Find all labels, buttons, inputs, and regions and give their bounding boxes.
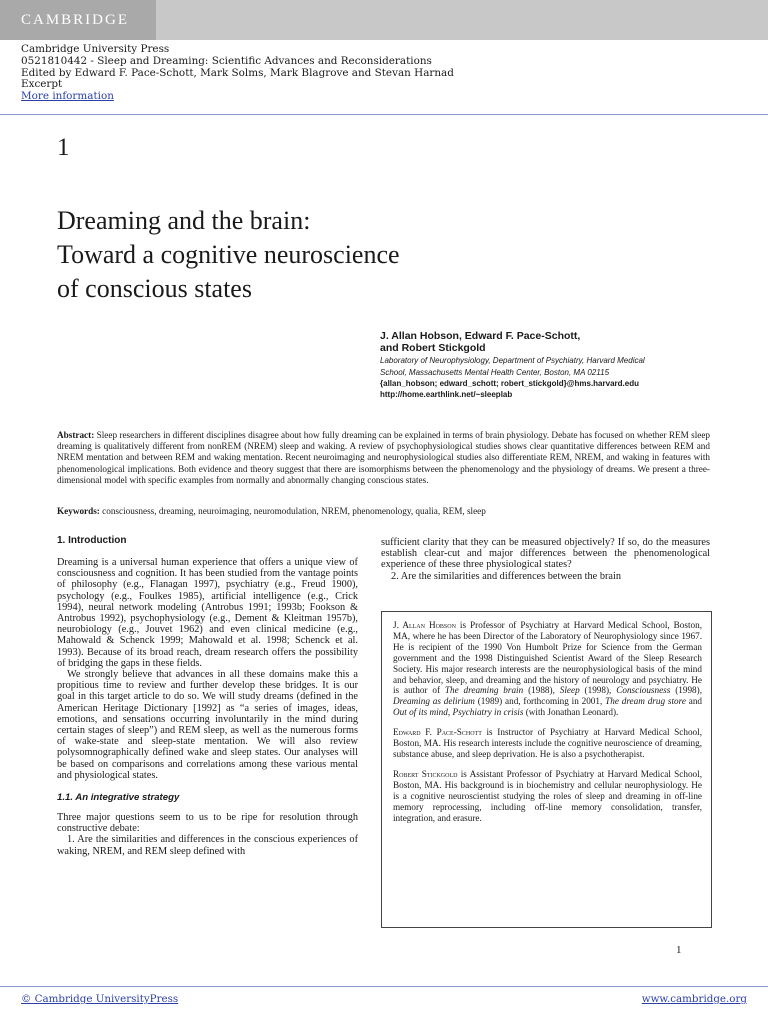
cambridge-logo[interactable]: CAMBRIDGE <box>0 0 156 40</box>
book-title: The dreaming brain <box>444 685 524 696</box>
author-bio-box <box>381 611 712 928</box>
book-title: Consciousness <box>616 685 671 696</box>
question-paragraph: 1. Are the similarities and differences in the conscious experiences of waking, NREM, and REM sleep defined with <box>57 834 358 857</box>
chapter-title <box>57 204 400 306</box>
more-information-link[interactable]: More information <box>21 90 114 103</box>
bio-name: J. Allan Hobson <box>393 620 456 630</box>
keywords-label: Keywords: <box>57 506 100 516</box>
author-url: http://home.earthlink.net/~sleeplab <box>380 390 513 399</box>
bio-hobson: J. Allan Hobson is Professor of Psychiatry at Harvard Medical School, Boston, MA, where he has been Director of the Laboratory of Neurophysiology since 1967. He is recipient of the 1990 Von Humbolt Prize for Science from the German government and the 1998 Distinguished Scientist Award of the Sleep Research Society. His major research interests are the neurophysiological basis of the mind and behavior, sleep, and dreaming and the history of neurology and psychiatry. He is author of The dreaming brain (1988), Sleep (1998), Consciousness (1998), Dreaming as delirium (1989) and, forthcoming in 2001, The dream drug store and Out of its mind, Psychiatry in crisis (with Jonathan Leonard). <box>393 620 703 718</box>
page-number: 1 <box>676 944 682 956</box>
book-title: Sleep <box>559 685 580 696</box>
top-banner <box>0 0 768 40</box>
abstract-label: Abstract: <box>57 430 95 440</box>
body-paragraph: sufficient clarity that they can be measured objectively? If so, do the measures establish clear-cut and major differences between the phenomenological experience of these three physiological states? <box>381 537 710 571</box>
author-affiliation: School, Massachusetts Mental Health Center, Boston, MA 02115 <box>380 368 610 377</box>
left-column <box>57 535 358 857</box>
book-header <box>21 44 454 103</box>
title-line: Toward a cognitive neuroscience <box>57 240 400 269</box>
book-title: The dream drug store <box>605 696 686 707</box>
footer-rule <box>0 986 768 987</box>
keywords <box>57 506 710 517</box>
isbn-title-line: 0521810442 - Sleep and Dreaming: Scientific Advances and Reconsiderations <box>21 54 432 67</box>
intro-paragraph: We strongly believe that advances in all these domains make this a propitious time to review and further develop these bridges. It is our goal in this target article to do so. We will study dreams (defined in the American Heritage Dictionary [1992] as “a series of images, ideas, emotions, and sensations occurring involuntarily in the mind during certain stages of sleep”) and REM sleep, as well as the numerous forms of wake-state and sleep-state mentation. We will also review polysomnographically defined wake and sleep states. Our analyses will be based on comparisons and correlations among these various mental and physiological states. <box>57 669 358 781</box>
author-names: and Robert Stickgold <box>380 342 486 354</box>
editors-line: Edited by Edward F. Pace-Schott, Mark Solms, Mark Blagrove and Stevan Harnad <box>21 66 454 79</box>
author-emails: {allan_hobson; edward_schott; robert_stickgold}@hms.harvard.edu <box>380 379 639 388</box>
title-line: Dreaming and the brain: <box>57 206 311 235</box>
bio-pace-schott: Edward F. Pace-Schott is Instructor of Psychiatry at Harvard Medical School, Boston, MA. His research interests include the cognitive neuroscience of dreaming, substance abuse, and sleep deprivation. He is also a psychotherapist. <box>393 727 702 759</box>
abstract-text: Sleep researchers in different disciplines disagree about how fully dreaming can be explained in terms of brain physiology. Debate has focused on whether REM sleep dreaming is qualitatively different from nonREM (NREM) sleep and waking. A review of psychophysiological studies shows clear quantitative differences between REM and NREM mentation and between REM and waking mentation. Recent neuroimaging and neurophysiological studies also differentiate REM, NREM, and waking in features with phenomenological implications. Both evidence and theory suggest that there are isomorphisms between the phenomenology and the physiology of dreams. We present a three-dimensional model with specific examples from normally and abnormally changing conscious states. <box>57 430 711 485</box>
question-paragraph: 2. Are the similarities and differences between the brain <box>391 570 621 582</box>
keywords-text: consciousness, dreaming, neuroimaging, neuromodulation, NREM, phenomenology, qualia, REM, sleep <box>102 506 486 516</box>
title-line: of conscious states <box>57 274 252 303</box>
right-column <box>381 537 710 582</box>
cambridge-website-link[interactable]: www.cambridge.org <box>641 993 747 1005</box>
book-title: Dreaming as delirium <box>393 696 475 707</box>
author-block <box>380 330 720 400</box>
bio-name: Robert Stickgold <box>393 768 458 779</box>
header-rule <box>0 114 768 115</box>
chapter-number: 1 <box>57 134 70 161</box>
bio-stickgold: Robert Stickgold is Assistant Professor of Psychiatry at Harvard Medical School, Boston, MA. His background is in biochemistry and cellular neurophysiology. He is a cognitive neuroscientist studying the roles of sleep and dreaming in off-line memory reprocessing, including off-line memory consolidation, transfer, integration, and erasure. <box>393 768 702 823</box>
publisher-line: Cambridge University Press <box>21 43 170 55</box>
author-names: J. Allan Hobson, Edward F. Pace-Schott, <box>380 330 581 342</box>
copyright-link[interactable]: © Cambridge UniversityPress <box>21 993 179 1005</box>
strategy-paragraph: Three major questions seem to us to be ripe for resolution through constructive debate: <box>57 812 358 835</box>
abstract <box>57 430 710 486</box>
intro-paragraph: Dreaming is a universal human experience that offers a unique view of consciousness and cognition. It has been studied from the vantage points of philosophy (e.g., Flanagan 1997), psychiatry (e.g., Freud 1900), psychology (e.g., Foulkes 1985), artificial intelligence (e.g., Crick 1994), neural network modeling (Antrobus 1991; 1993b; Fookson & Antrobus 1992), psychophysiology (e.g., Dement & Kleitman 1957b), neurobiology (e.g., Jouvet 1962) and even clinical medicine (e.g., Mahowald & Schenck 1999; Mahowald et al. 1998; Schenck et al. 1993). Because of its broad reach, dream research offers the possibility of bridging the gaps in these fields. <box>57 557 358 669</box>
book-title: Out of its mind, Psychiatry in crisis <box>393 707 524 718</box>
bio-name: Edward F. Pace-Schott <box>393 727 482 738</box>
section-heading: 1. Introduction <box>57 535 127 546</box>
excerpt-label: Excerpt <box>21 78 63 91</box>
author-affiliation: Laboratory of Neurophysiology, Department of Psychiatry, Harvard Medical <box>380 356 645 365</box>
subsection-heading: 1.1. An integrative strategy <box>57 792 180 804</box>
